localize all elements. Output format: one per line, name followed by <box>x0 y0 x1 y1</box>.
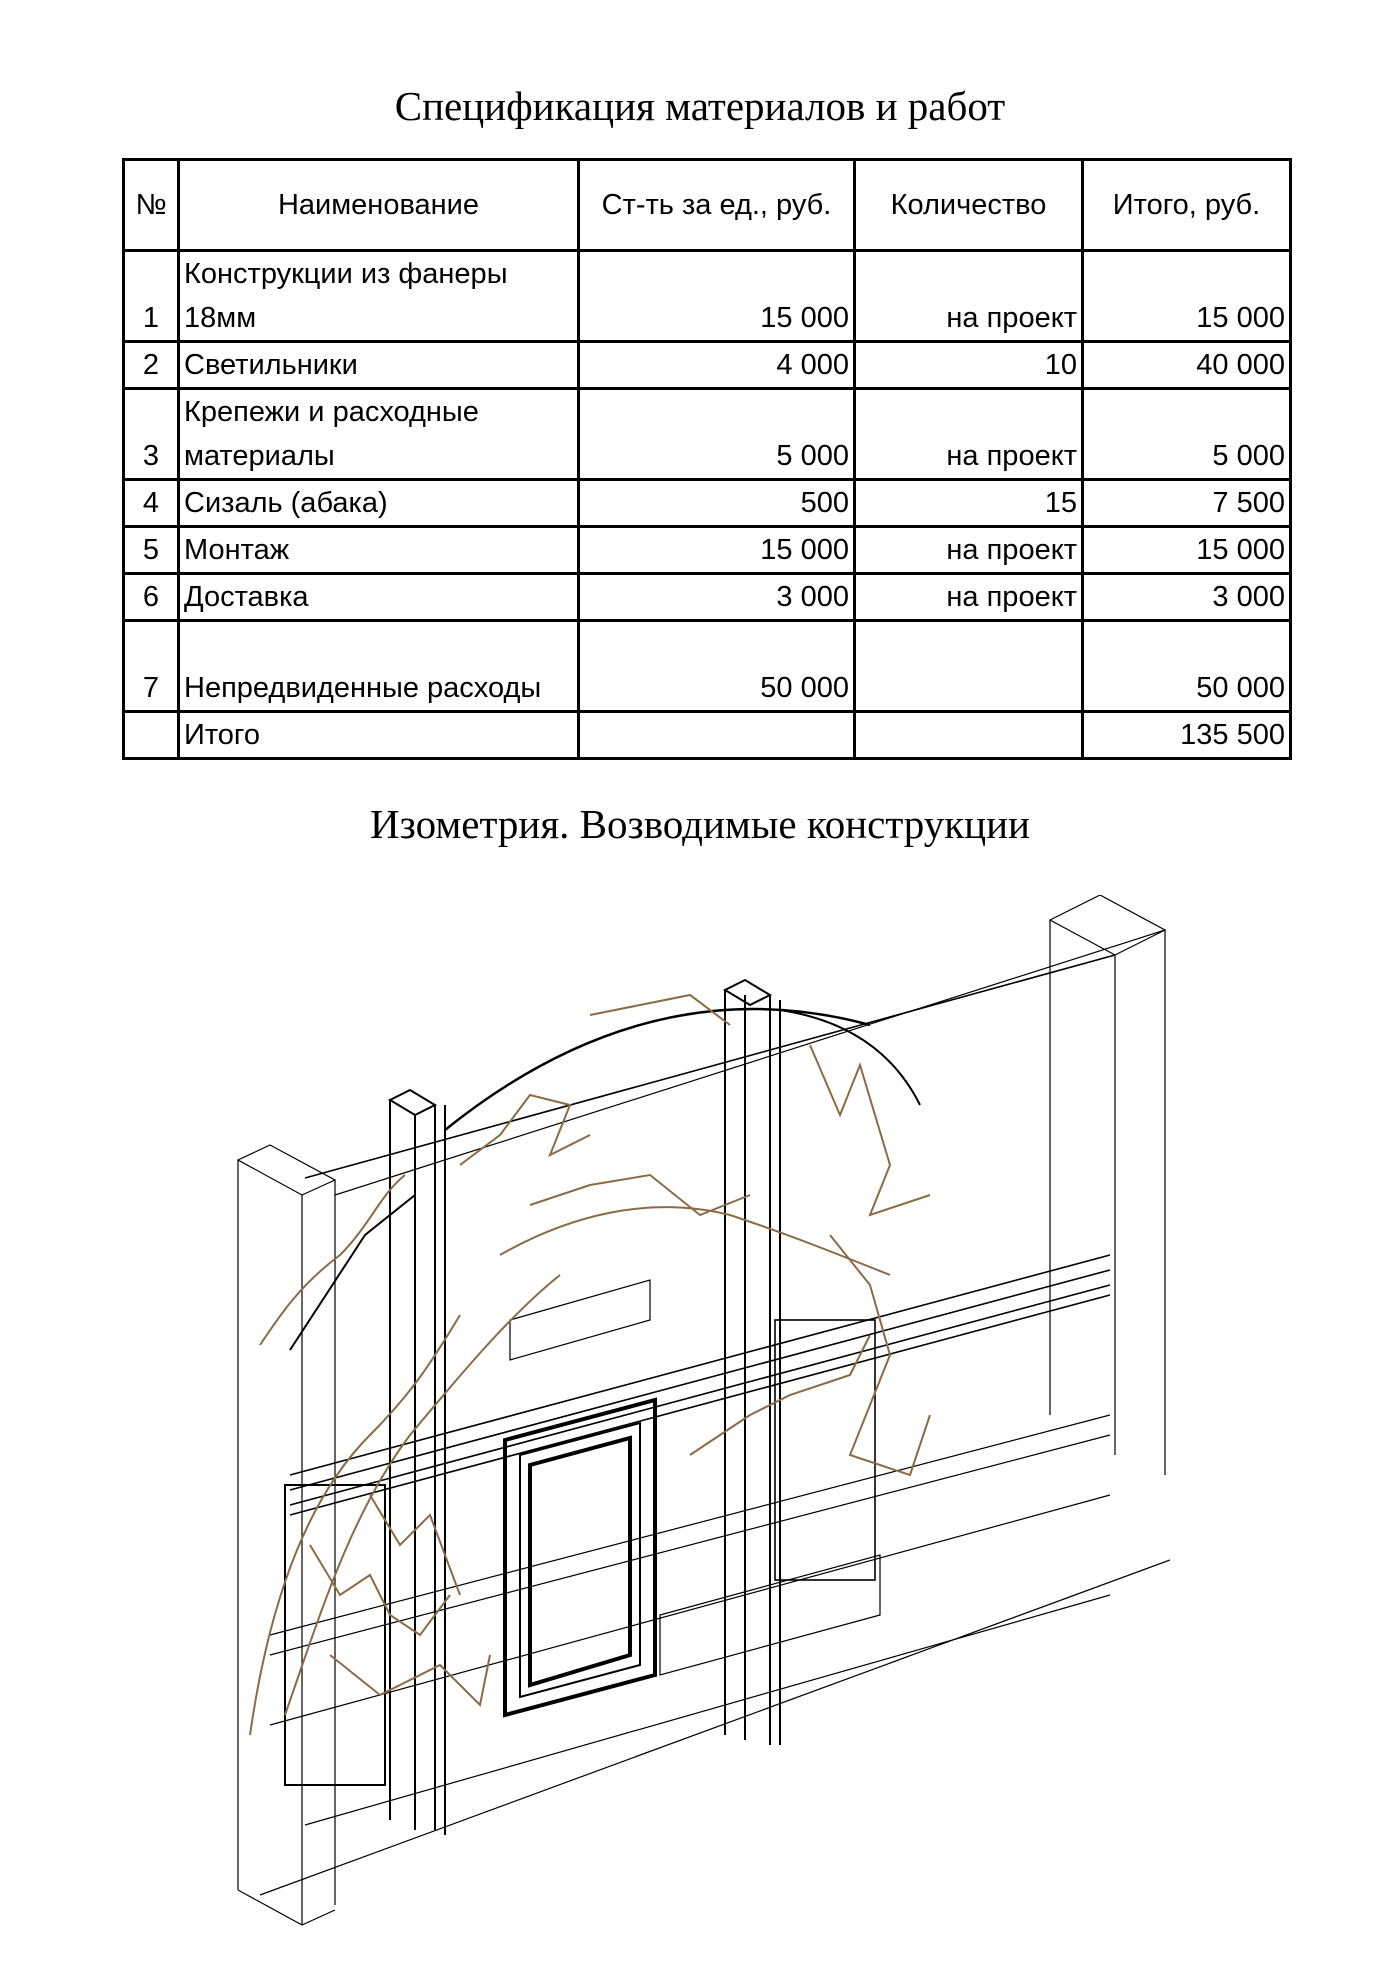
row-total: 50 000 <box>1083 621 1291 712</box>
row-total: 15 000 <box>1083 527 1291 574</box>
row-name: Светильники <box>179 342 579 389</box>
header-quantity: Количество <box>855 160 1083 251</box>
row-name: Сизаль (абака) <box>179 480 579 527</box>
inner-pillar-right <box>725 980 780 1745</box>
row-number: 4 <box>124 480 179 527</box>
right-column <box>1050 895 1165 955</box>
row-name: Доставка <box>179 574 579 621</box>
row-unit-cost: 500 <box>579 480 855 527</box>
table-row <box>124 389 1291 480</box>
row-total: 7 500 <box>1083 480 1291 527</box>
row-quantity: на проект <box>855 389 1083 480</box>
row-unit-cost: 15 000 <box>579 251 855 342</box>
row-total: 3 000 <box>1083 574 1291 621</box>
left-column <box>238 1145 335 1195</box>
table-row <box>124 527 1291 574</box>
table-row <box>124 480 1291 527</box>
table-total-row <box>124 712 1291 759</box>
row-name: Крепежи и расходные материалы <box>179 389 579 480</box>
wireframe-structure <box>238 895 1170 1925</box>
total-number <box>124 712 179 759</box>
door-frame <box>505 1400 655 1715</box>
drawing-title: Изометрия. Возводимые конструкции <box>370 801 1030 847</box>
row-quantity: 15 <box>855 480 1083 527</box>
row-number: 2 <box>124 342 179 389</box>
row-unit-cost: 3 000 <box>579 574 855 621</box>
row-name: Непредвиденные расходы <box>179 621 579 712</box>
row-number: 5 <box>124 527 179 574</box>
inner-pillar-left <box>390 1090 445 1835</box>
table-row <box>124 574 1291 621</box>
row-number: 1 <box>124 251 179 342</box>
total-label: Итого <box>179 712 579 759</box>
upper-arch <box>445 1009 870 1130</box>
row-quantity: на проект <box>855 251 1083 342</box>
row-number: 6 <box>124 574 179 621</box>
row-total: 15 000 <box>1083 251 1291 342</box>
table-row <box>124 342 1291 389</box>
right-panel <box>775 1320 875 1580</box>
total-unit-cost <box>579 712 855 759</box>
row-name: Монтаж <box>179 527 579 574</box>
row-number: 3 <box>124 389 179 480</box>
row-quantity: на проект <box>855 574 1083 621</box>
row-total: 40 000 <box>1083 342 1291 389</box>
specification-table <box>122 158 1292 760</box>
row-unit-cost: 15 000 <box>579 527 855 574</box>
row-unit-cost: 50 000 <box>579 621 855 712</box>
header-unit-cost: Ст-ть за ед., руб. <box>579 160 855 251</box>
row-number: 7 <box>124 621 179 712</box>
row-unit-cost: 5 000 <box>579 389 855 480</box>
table-header-row <box>124 160 1291 251</box>
table-row <box>124 251 1291 342</box>
row-quantity <box>855 621 1083 712</box>
header-name: Наименование <box>179 160 579 251</box>
document-title: Спецификация материалов и работ <box>394 83 1006 129</box>
row-unit-cost: 4 000 <box>579 342 855 389</box>
light-box <box>510 1280 650 1360</box>
row-name: Конструкции из фанеры 18мм <box>179 251 579 342</box>
isometric-drawing <box>230 895 1170 1935</box>
table-row <box>124 621 1291 712</box>
header-number: № <box>124 160 179 251</box>
sisal-pattern <box>250 995 930 1735</box>
row-quantity: на проект <box>855 527 1083 574</box>
row-total: 5 000 <box>1083 389 1291 480</box>
total-quantity <box>855 712 1083 759</box>
header-total: Итого, руб. <box>1083 160 1291 251</box>
grand-total: 135 500 <box>1083 712 1291 759</box>
left-arch-ladder <box>290 1195 415 1350</box>
row-quantity: 10 <box>855 342 1083 389</box>
